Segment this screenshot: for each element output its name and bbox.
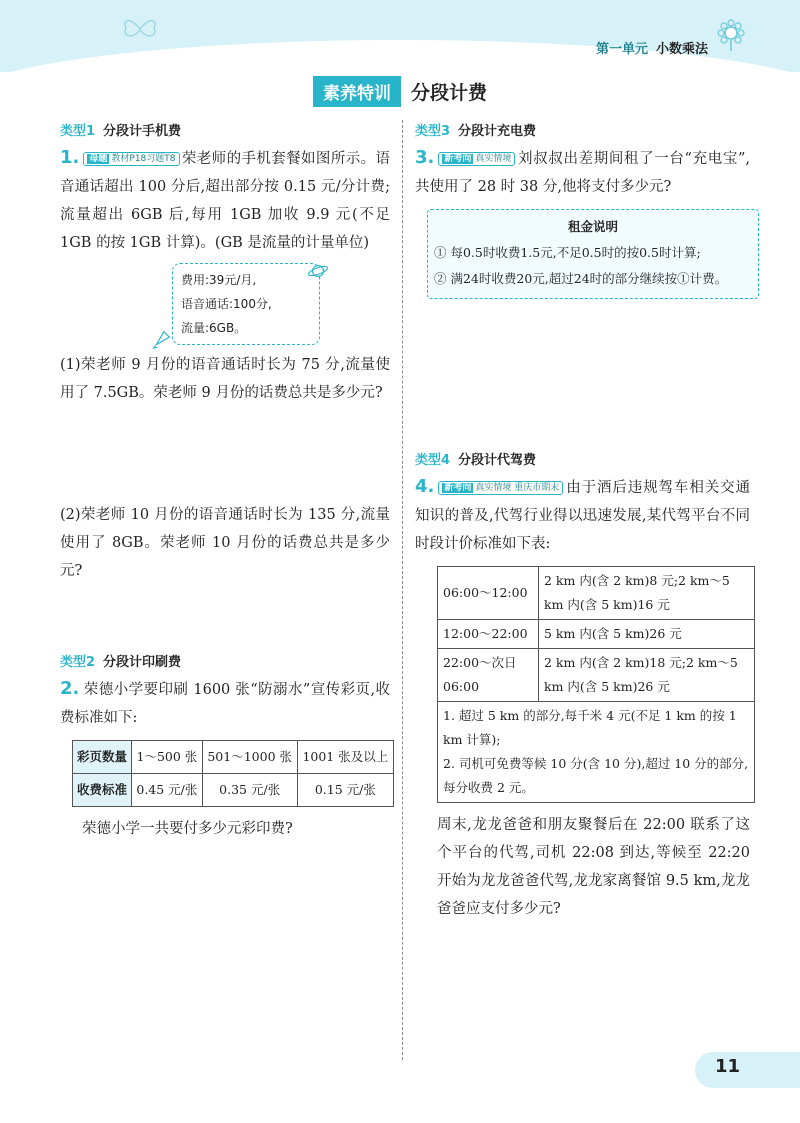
print-table-row-quantity — [73, 741, 394, 774]
title-main: 分段计费 — [410, 82, 487, 104]
rocket-icon — [151, 328, 173, 350]
type2-label: 分段计印刷费 — [103, 655, 182, 670]
drive-row-morning — [438, 567, 755, 620]
type3-tag: 类型3 — [415, 124, 451, 139]
drive-time-cell: 22:00～次日 06:00 — [438, 649, 539, 702]
unit-name: 第一单元 — [595, 42, 648, 57]
print-table-row-price — [73, 774, 394, 807]
print-cell: 1001 张及以上 — [297, 741, 393, 774]
left-column — [60, 120, 390, 843]
page-number-tab — [695, 1052, 800, 1088]
drive-time-cell: 06:00～12:00 — [438, 567, 539, 620]
type1-heading — [60, 120, 390, 144]
q3-answer-space — [415, 299, 750, 449]
q2-question: 荣德小学一共要付多少元彩印费? — [82, 821, 293, 837]
right-column — [415, 120, 750, 923]
rental-info-box — [427, 209, 759, 299]
print-cell-header: 收费标准 — [73, 774, 132, 807]
driving-fee-table — [437, 566, 755, 803]
unit-label — [596, 38, 708, 57]
question-3 — [415, 144, 750, 201]
plan-line-fee: 费用:39元/月, — [181, 273, 257, 287]
q3-badge — [438, 152, 515, 166]
q2-text: 荣德小学要印刷 1600 张“防溺水”宣传彩页,收费标准如下: — [60, 682, 390, 726]
q1-sub2: (2)荣老师 10 月份的语音通话时长为 135 分,流量使用了 8GB。荣老师 10 月份的话费总共是多少元? — [60, 507, 390, 579]
print-cell-header: 彩页数量 — [73, 741, 132, 774]
q1-badge-word: 母题 — [89, 154, 108, 164]
type4-tag: 类型4 — [415, 453, 451, 468]
q3-badge-word: 新考向 — [444, 154, 472, 164]
q4-badge-word: 新考向 — [444, 483, 472, 493]
section-title — [0, 76, 800, 107]
drive-time-cell: 12:00～22:00 — [438, 620, 539, 649]
type3-label: 分段计充电费 — [458, 124, 537, 139]
drive-notes-cell — [438, 702, 755, 803]
print-cell: 0.15 元/张 — [297, 774, 393, 807]
unit-topic: 小数乘法 — [655, 42, 708, 57]
type1-label: 分段计手机费 — [103, 124, 182, 139]
plan-line-voice: 语音通话:100分, — [181, 297, 272, 311]
q3-number: 3. — [415, 147, 435, 168]
type4-heading — [415, 449, 750, 473]
column-divider — [402, 120, 403, 1060]
phone-plan-box — [172, 263, 320, 345]
drive-row-notes — [438, 702, 755, 803]
drive-rule-cell: 5 km 内(含 5 km)26 元 — [539, 620, 755, 649]
rental-title: 租金说明 — [567, 219, 618, 234]
butterfly-icon — [120, 14, 160, 44]
q1-badge-text: 教材P18习题T8 — [111, 154, 176, 164]
type2-heading — [60, 651, 390, 675]
question-2 — [60, 675, 390, 732]
drive-row-night — [438, 649, 755, 702]
print-cell: 1～500 张 — [132, 741, 203, 774]
print-cell: 501～1000 张 — [202, 741, 297, 774]
drive-rule-cell: 2 km 内(含 2 km)8 元;2 km～5 km 内(含 5 km)16 元 — [539, 567, 755, 620]
page-number: 11 — [715, 1056, 741, 1077]
q4-badge — [438, 481, 563, 495]
q4-number: 4. — [415, 476, 435, 497]
title-tag: 素养特训 — [313, 76, 401, 107]
q2-number: 2. — [60, 678, 80, 699]
drive-note-1: 1. 超过 5 km 的部分,每千米 4 元(不足 1 km 的按 1 km 计算); — [443, 708, 737, 747]
print-fee-table — [72, 740, 394, 807]
planet-icon — [307, 260, 329, 282]
q3-text: 刘叔叔出差期间租了一台“充电宝”,共使用了 28 时 38 分,他将支付多少元? — [415, 151, 750, 195]
plan-line-data: 流量:6GB。 — [181, 321, 247, 335]
rental-line-1: ① 每0.5时收费1.5元,不足0.5时的按0.5时计算; — [434, 245, 701, 260]
drive-rule-cell: 2 km 内(含 2 km)18 元;2 km～5 km 内(含 5 km)26 元 — [539, 649, 755, 702]
type1-tag: 类型1 — [60, 124, 96, 139]
print-cell: 0.35 元/张 — [202, 774, 297, 807]
q4-text: 由于酒后违规驾车相关交通知识的普及,代驾行业得以迅速发展,某代驾平台不同时段计价标准如下表: — [415, 480, 750, 552]
sunflower-icon — [714, 18, 748, 52]
question-4 — [415, 473, 750, 558]
q4-badge-text2: 重庆市期末 — [514, 483, 560, 493]
type4-label: 分段计代驾费 — [458, 453, 537, 468]
print-cell: 0.45 元/张 — [132, 774, 203, 807]
q4-badge-text1: 真实情境 — [475, 483, 512, 493]
type3-heading — [415, 120, 750, 144]
q3-badge-text: 真实情境 — [475, 154, 512, 164]
q4-question: 周末,龙龙爸爸和朋友聚餐后在 22:00 联系了这个平台的代驾,司机 22:08 到达,等候至 22:20 开始为龙龙爸爸代驾,龙龙家离餐馆 9.5 km,龙龙爸爸应支付多少元? — [437, 817, 750, 917]
type2-tag: 类型2 — [60, 655, 96, 670]
rental-line-2: ② 满24时收费20元,超过24时的部分继续按①计费。 — [434, 271, 728, 286]
q1-text: 荣老师的手机套餐如图所示。语音通话超出 100 分后,超出部分按 0.15 元/分计费;流量超出 6GB 后,每用 1GB 加收 9.9 元(不足 1GB 的按 1GB 计算)。(GB 是流量的计量单位) — [60, 151, 390, 251]
q1-badge — [83, 152, 179, 166]
drive-row-afternoon — [438, 620, 755, 649]
q1-sub1: (1)荣老师 9 月份的语音通话时长为 75 分,流量使用了 7.5GB。荣老师 9 月份的话费总共是多少元? — [60, 357, 390, 401]
drive-note-2: 2. 司机可免费等候 10 分(含 10 分),超过 10 分的部分,每分收费 2 元。 — [443, 756, 749, 795]
question-1 — [60, 144, 390, 257]
q1-number: 1. — [60, 147, 80, 168]
